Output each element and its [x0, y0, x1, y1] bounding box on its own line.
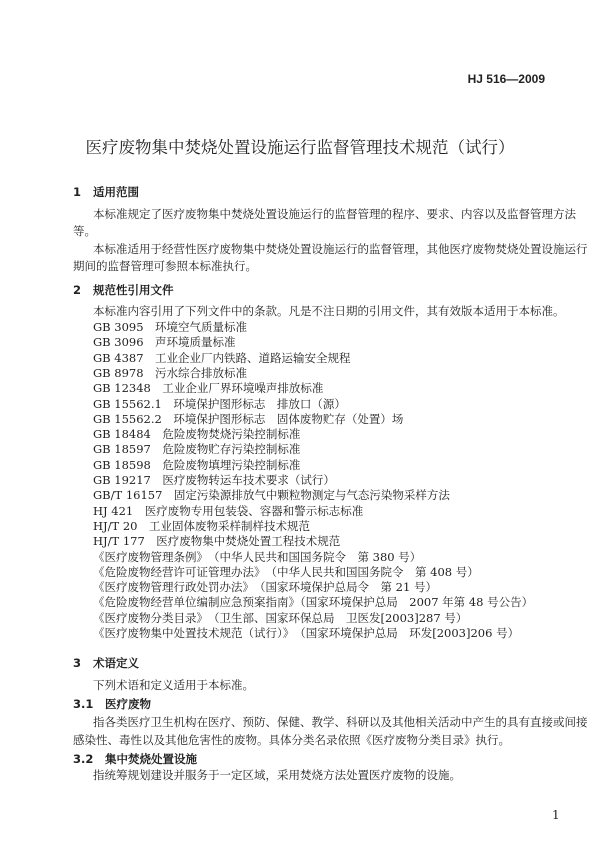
reference-item: GB 15562.2 环境保护图形标志 固体废物贮存（处置）场 — [93, 411, 404, 426]
reference-item: GB/T 16157 固定污染源排放气中颗粒物测定与气态污染物采样方法 — [93, 488, 450, 503]
reference-item: GB 12348 工业企业厂界环境噪声排放标准 — [93, 381, 324, 396]
paragraph: 下列术语和定义适用于本标准。 — [93, 678, 254, 692]
reference-item: GB 4387 工业企业厂内铁路、道路运输安全规程 — [93, 350, 351, 365]
reference-item: 《危险废物经营单位编制应急预案指南》（国家环境保护总局 2007 年第 48 号公告） — [93, 595, 534, 610]
section-1-heading — [73, 184, 139, 200]
reference-item: GB 18597 危险废物贮存污染控制标准 — [93, 442, 301, 457]
reference-item: GB 19217 医疗废物转运车技术要求（试行） — [93, 473, 335, 487]
section-number: 2 — [73, 283, 82, 297]
reference-item: GB 18598 危险废物填埋污染控制标准 — [93, 457, 301, 472]
reference-item: GB 18484 危险废物焚烧污染控制标准 — [93, 427, 301, 442]
paragraph: 感染性、毒性以及其他危害性的废物。具体分类名录依照《医疗废物分类目录》执行。 — [73, 733, 510, 747]
section-title: 适用范围 — [93, 185, 139, 199]
paragraph: 期间的监督管理可参照本标准执行。 — [73, 259, 257, 273]
section-number: 3 — [73, 656, 82, 670]
reference-item: 《医疗废物集中处置技术规范（试行）》 （国家环境保护总局 环发[2003]206 号） — [93, 626, 520, 640]
section-2-heading — [73, 282, 174, 298]
term-number: 3.2 — [73, 752, 94, 766]
reference-item: GB 8978 污水综合排放标准 — [93, 365, 248, 380]
paragraph: 等。 — [73, 224, 96, 238]
reference-item: HJ/T 177 医疗废物集中焚烧处置工程技术规范 — [93, 534, 341, 549]
term-number: 3.1 — [73, 697, 94, 711]
term-title: 集中焚烧处置设施 — [105, 752, 197, 766]
reference-item: HJ 421 医疗废物专用包装袋、容器和警示标志标准 — [93, 503, 364, 518]
section-title: 术语定义 — [93, 656, 139, 670]
paragraph: 指统筹规划建设并服务于一定区域，采用焚烧方法处置医疗废物的设施。 — [93, 768, 461, 782]
term-title: 医疗废物 — [105, 697, 151, 711]
reference-item: 《医疗废物分类目录》 （卫生部、国家环保总局 卫医发[2003]287 号） — [93, 610, 468, 625]
reference-item: GB 15562.1 环境保护图形标志 排放口（源） — [93, 396, 346, 411]
paragraph: 本标准适用于经营性医疗废物集中焚烧处置设施运行的监督管理，其他医疗废物焚烧处置设施运行 — [93, 242, 588, 256]
reference-item: GB 3095 环境空气质量标准 — [93, 320, 248, 334]
section-3-heading — [73, 655, 139, 671]
section-number: 1 — [73, 185, 82, 199]
reference-item: GB 3096 声环境质量标准 — [93, 335, 236, 350]
reference-item: 《医疗废物管理条例》 （中华人民共和国国务院令 第 380 号） — [93, 549, 422, 564]
paragraph: 本标准规定了医疗废物集中焚烧处置设施运行的监督管理的程序、要求、内容以及监督管理方法 — [93, 207, 576, 221]
reference-item: 《危险废物经营许可证管理办法》 （中华人民共和国国务院令 第 408 号） — [93, 564, 479, 579]
standard-number: HJ 516—2009 — [467, 72, 545, 86]
term-3-2-heading — [73, 751, 197, 767]
section-title: 规范性引用文件 — [93, 283, 174, 297]
page-title: 医疗废物集中焚烧处置设施运行监督管理技术规范（试行） — [85, 138, 515, 157]
reference-item: HJ/T 20 工业固体废物采样制样技术规范 — [93, 518, 310, 533]
paragraph: 本标准内容引用了下列文件中的条款。凡是不注日期的引用文件，其有效版本适用于本标准。 — [93, 304, 565, 318]
paragraph: 指各类医疗卫生机构在医疗、预防、保健、教学、科研以及其他相关活动中产生的具有直接或间接 — [93, 715, 588, 729]
term-3-1-heading — [73, 696, 151, 712]
page-number: 1 — [552, 808, 560, 822]
reference-item: 《医疗废物管理行政处罚办法》 （国家环境保护总局令 第 21 号） — [93, 580, 437, 595]
